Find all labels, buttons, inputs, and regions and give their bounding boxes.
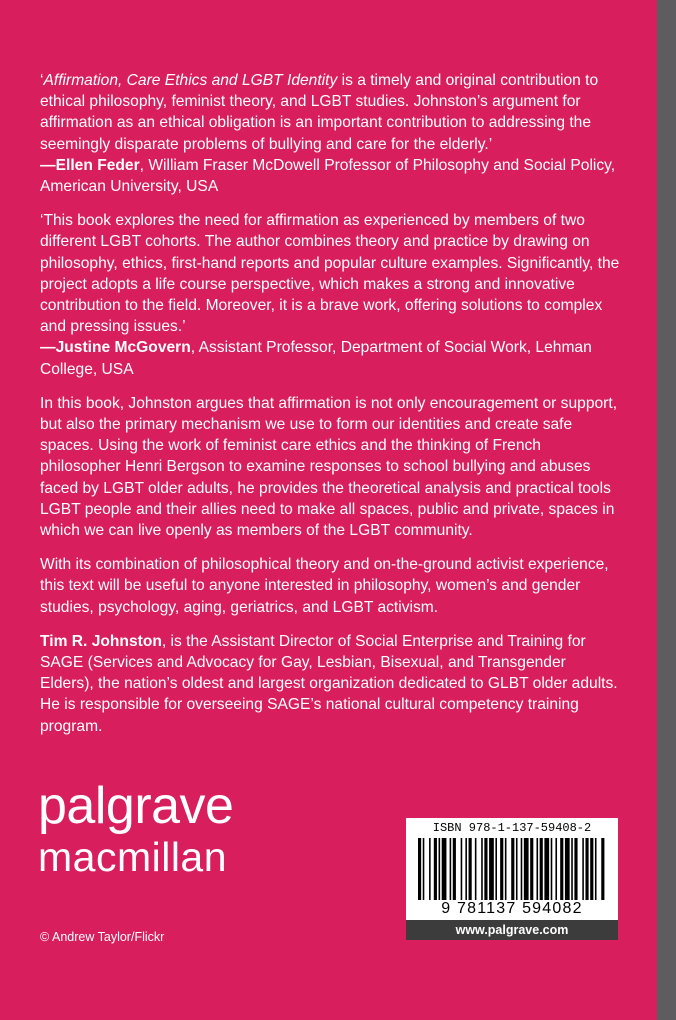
review-2 — [40, 210, 620, 380]
review-1-affiliation: , William Fraser McDowell Professor of Philosophy and Social Policy, American University, USA — [40, 156, 616, 196]
barcode-bar — [595, 838, 597, 900]
review-1-open-quote: ‘ — [40, 72, 44, 89]
author-bio-text: , is the Assistant Director of Social Enterprise and Training for SAGE (Services and Advocacy for Gay, Lesbian, Bisexual, and Transgender Elders), the nation’s oldest and largest organization dedicated to GLBT older adults. He is responsible for overseeing SAGE’s national cultural competency training program. — [40, 632, 618, 735]
barcode-bar — [571, 838, 573, 900]
review-1-author: —Ellen Feder — [40, 156, 140, 174]
barcode-bar — [524, 838, 529, 900]
barcode-bar — [505, 838, 507, 900]
barcode-bar — [555, 838, 557, 900]
barcode-bar — [590, 838, 593, 900]
barcode-bar — [475, 838, 477, 900]
barcode-bar — [429, 838, 431, 900]
barcode-bar — [450, 838, 452, 900]
book-title: Affirmation, Care Ethics and LGBT Identity — [43, 72, 338, 89]
publisher-logo-line1: palgrave — [38, 777, 234, 835]
barcode-bars — [418, 838, 606, 902]
photo-credit: © Andrew Taylor/Flickr — [40, 930, 165, 944]
barcode-bar — [465, 838, 467, 900]
barcode-bar — [495, 838, 497, 900]
barcode-bar — [544, 838, 549, 900]
review-2-author: —Justine McGovern — [40, 339, 191, 357]
barcode-bar — [540, 838, 543, 900]
spine-edge — [657, 0, 676, 1020]
back-cover-text — [40, 70, 620, 750]
barcode-bar — [521, 838, 523, 900]
barcode-bar — [500, 838, 503, 900]
review-2-text: ‘This book explores the need for affirmation as experienced by members of two different LGBT cohorts. The author combines theory and practice by drawing on philosophy, ethics, first-hand reports and popular culture examples. Significantly, the project adopts a life course perspective, which makes a strong and innovative contribution to the field. Moreover, it is a brave work, offering solutions to complex and pressing issues.’ — [40, 212, 620, 336]
barcode-bar — [601, 838, 604, 900]
barcode-box — [406, 818, 618, 920]
website-url[interactable]: www.palgrave.com — [406, 920, 618, 940]
barcode-bar — [516, 838, 518, 900]
publisher-logo-line2: macmillan — [38, 834, 228, 880]
barcode-bar — [461, 838, 463, 900]
barcode-bar — [489, 838, 494, 900]
author-bio — [40, 631, 620, 737]
barcode-bar — [469, 838, 472, 900]
barcode-bar — [423, 838, 425, 900]
barcode-bar — [511, 838, 514, 900]
author-name: Tim R. Johnston — [40, 632, 162, 650]
description-2: With its combination of philosophical theory and on-the-ground activist experience, this text will be useful to anyone interested in philosophy, women’s and gender studies, psychology, aging, geriatrics, and LGBT activism. — [40, 556, 609, 616]
barcode-bar — [585, 838, 588, 900]
barcode-bar — [536, 838, 538, 900]
isbn-label: ISBN 978-1-137-59408-2 — [432, 821, 592, 835]
barcode-bar — [453, 838, 456, 900]
barcode-bar — [439, 838, 441, 900]
barcode-bar — [574, 838, 577, 900]
barcode-bar — [530, 838, 533, 900]
barcode-bar — [565, 838, 570, 900]
barcode-bar — [551, 838, 553, 900]
barcode-bar — [481, 838, 483, 900]
review-2-affiliation: , Assistant Professor, Department of Social Work, Lehman College, USA — [40, 339, 592, 378]
barcode-bar — [434, 838, 437, 900]
review-1-text: is a timely and original contribution to ethical philosophy, feminist theory, and LGBT studies. Johnston’s argument for affirmation as an ethical obligation is an important contribution to addressing the seemingly disparate problems of bullying and care for the elderly.’ — [40, 72, 599, 153]
barcode-bar — [442, 838, 447, 900]
description-1: In this book, Johnston argues that affirmation is not only encouragement or support, but also the primary mechanism we use to form our identities and create safe spaces. Using the work of feminist care ethics and the thinking of French philosopher Henri Bergson to examine responses to school bullying and abuses faced by LGBT older adults, he provides the theoretical analysis and practical tools LGBT people and their allies need to make all spaces, public and private, spaces in which we can live openly as members of the LGBT community. — [40, 394, 618, 540]
review-1 — [40, 70, 620, 197]
barcode-digits: 9 781137 594082 — [441, 900, 583, 917]
barcode-bar — [484, 838, 487, 900]
publisher-logo — [38, 777, 234, 882]
barcode-bar — [582, 838, 584, 900]
barcode-bar — [560, 838, 563, 900]
barcode-bar — [418, 838, 421, 900]
